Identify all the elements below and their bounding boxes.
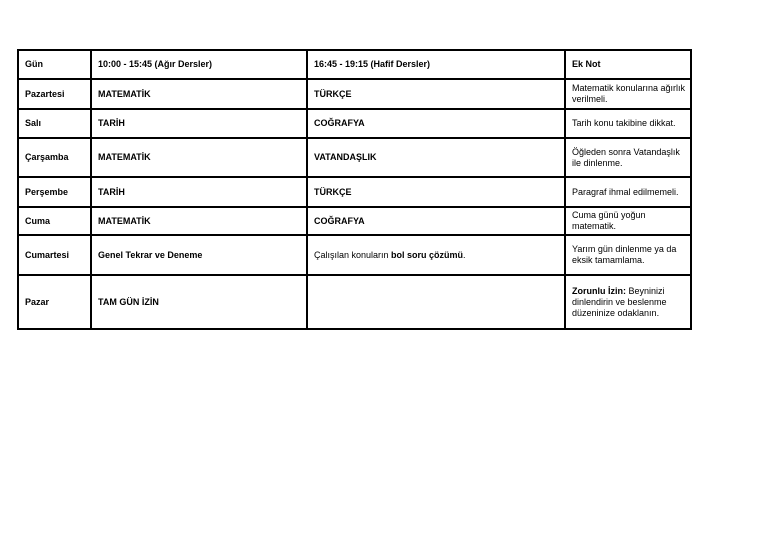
light-lesson-emphasis: bol soru çözümü (391, 249, 464, 260)
heavy-lesson-cell: Genel Tekrar ve Deneme (91, 235, 307, 275)
heavy-lesson-cell: TARİH (91, 177, 307, 207)
light-lesson-suffix: . (463, 249, 466, 260)
weekly-schedule-table (17, 49, 692, 330)
light-lesson-cell: COĞRAFYA (307, 109, 565, 138)
day-cell: Cumartesi (18, 235, 91, 275)
day-cell: Perşembe (18, 177, 91, 207)
light-lesson-cell (307, 235, 565, 275)
header-day: Gün (18, 50, 91, 79)
header-light-lessons: 16:45 - 19:15 (Hafif Dersler) (307, 50, 565, 79)
heavy-lesson-cell: TAM GÜN İZİN (91, 275, 307, 329)
day-cell: Pazar (18, 275, 91, 329)
header-extra-note: Ek Not (565, 50, 691, 79)
table-header-row (18, 50, 691, 79)
heavy-lesson-cell: TARİH (91, 109, 307, 138)
note-cell: Paragraf ihmal edilmemeli. (565, 177, 691, 207)
day-cell: Cuma (18, 207, 91, 235)
table-row (18, 177, 691, 207)
note-emphasis: Zorunlu İzin: (572, 285, 626, 296)
note-cell: Tarih konu takibine dikkat. (565, 109, 691, 138)
note-cell (565, 275, 691, 329)
note-cell: Cuma günü yoğun matematik. (565, 207, 691, 235)
table-row (18, 235, 691, 275)
day-cell: Salı (18, 109, 91, 138)
table-row (18, 275, 691, 329)
light-lesson-cell: COĞRAFYA (307, 207, 565, 235)
note-text: Beyninizi dinlendirin ve beslenme düzeninize odaklanın. (572, 285, 667, 318)
table-row (18, 79, 691, 109)
day-cell: Pazartesi (18, 79, 91, 109)
note-cell: Matematik konularına ağırlık verilmeli. (565, 79, 691, 109)
note-cell: Yarım gün dinlenme ya da eksik tamamlama. (565, 235, 691, 275)
light-lesson-text: Çalışılan konuların (314, 249, 392, 260)
heavy-lesson-cell: MATEMATİK (91, 79, 307, 109)
light-lesson-cell: TÜRKÇE (307, 79, 565, 109)
light-lesson-cell: TÜRKÇE (307, 177, 565, 207)
note-cell: Öğleden sonra Vatandaşlık ile dinlenme. (565, 138, 691, 177)
header-heavy-lessons: 10:00 - 15:45 (Ağır Dersler) (91, 50, 307, 79)
table-row (18, 138, 691, 177)
day-cell: Çarşamba (18, 138, 91, 177)
table-row (18, 109, 691, 138)
table-row (18, 207, 691, 235)
light-lesson-cell: VATANDAŞLIK (307, 138, 565, 177)
heavy-lesson-cell: MATEMATİK (91, 138, 307, 177)
light-lesson-cell (307, 275, 565, 329)
heavy-lesson-cell: MATEMATİK (91, 207, 307, 235)
